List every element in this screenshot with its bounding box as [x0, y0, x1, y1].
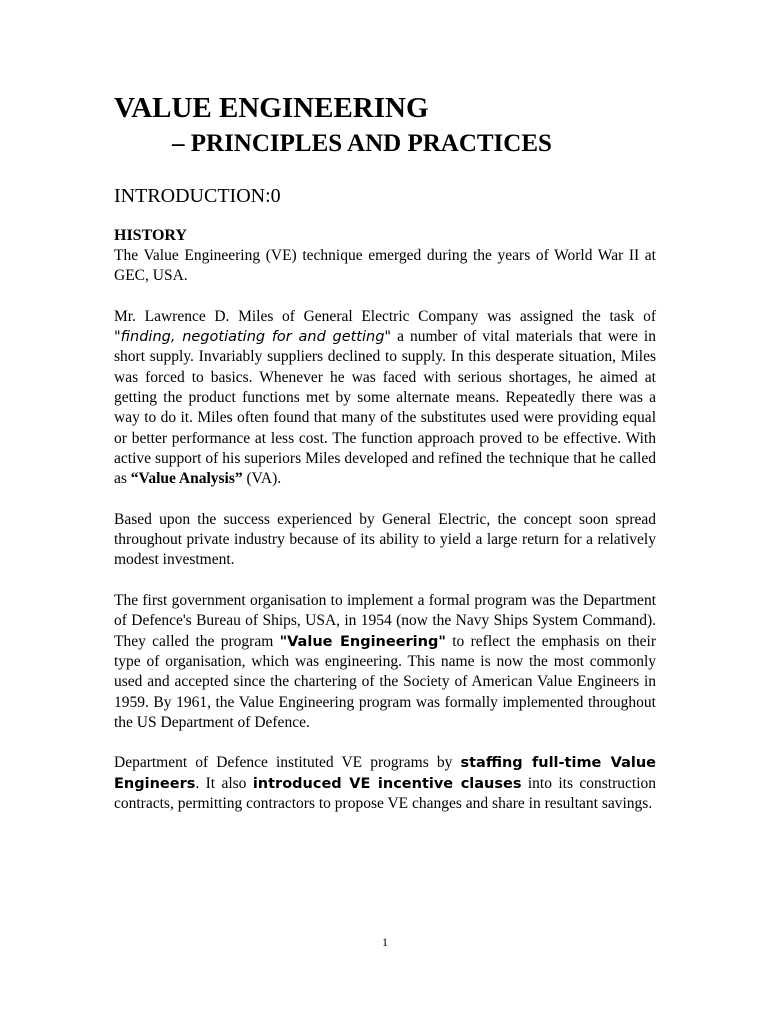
paragraph-3: Based upon the success experienced by General Electric, the concept soon spread throughout private industry because of its ability to yield a large return for a relatively modest investment.: [114, 510, 656, 569]
body-text: [114, 246, 656, 835]
paragraph-4-text-a: The first government organisation to implement a formal program was the Department of Defence's Bureau of Ships, USA, in 1954 (now the Navy Ships System Command). They called the program: [114, 592, 656, 650]
introduction-heading: INTRODUCTION:0: [114, 185, 281, 207]
paragraph-2: [114, 307, 656, 490]
paragraph-2-text-c: a number of vital materials that were in short supply. Invariably suppliers declined to supply. In this desperate situation, Miles was forced to basics. Whenever he was faced with serious shortages, he aimed at getting the product functions met by some alternate means. Repeatedly there was a way to do it. Miles often found that many of the substitutes used were providing equal or better performance at less cost. The function approach proved to be effective. With active support of his superiors Miles developed and refined the technique that he called as: [114, 328, 656, 488]
paragraph-5-text-e: into its construction contracts, permitting contractors to propose VE changes and share in resultant savings.: [114, 774, 657, 813]
paragraph-2-text-a: Mr. Lawrence D. Miles of General Electric Company was assigned the task of: [114, 307, 656, 325]
paragraph-4-value-engineering: "Value Engineering": [279, 633, 446, 650]
document-subtitle: – PRINCIPLES AND PRACTICES: [172, 130, 552, 157]
page-number: 1: [382, 935, 388, 949]
paragraph-1: The Value Engineering (VE) technique emerged during the years of World War II at GEC, USA.: [114, 247, 656, 285]
paragraph-5: [114, 753, 656, 814]
paragraph-2-quote: "finding, negotiating for and getting": [114, 329, 392, 346]
paragraph-4: [114, 591, 656, 733]
paragraph-5-staffing: staffing full-time Value Engineers: [114, 755, 656, 792]
document-title: VALUE ENGINEERING: [114, 92, 429, 124]
paragraph-5-text-a: Department of Defence instituted VE programs by: [114, 754, 461, 772]
history-heading: HISTORY: [114, 227, 187, 244]
paragraph-5-incentive-clauses: introduced VE incentive clauses: [252, 775, 522, 792]
paragraph-2-text-e: (VA).: [242, 470, 282, 488]
paragraph-4-text-c: to reflect the emphasis on their type of organisation, which was engineering. This name is now the most commonly used and accepted since the chartering of the Society of American Value Engineers in 1959. By 1961, the Value Engineering program was formally implemented throughout the US Department of Defence.: [114, 632, 656, 731]
paragraph-5-text-c: . It also: [195, 774, 253, 792]
paragraph-2-value-analysis: “Value Analysis”: [130, 470, 243, 488]
document-page: [114, 0, 656, 1024]
